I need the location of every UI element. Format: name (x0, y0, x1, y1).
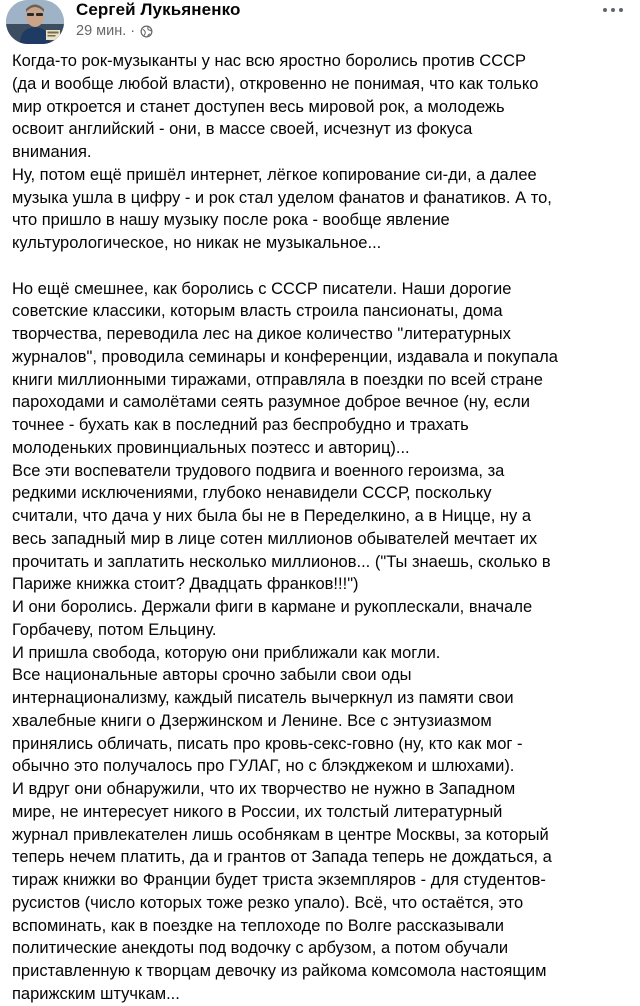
post-meta (76, 22, 153, 40)
paragraph-break (12, 255, 634, 278)
post-text-line: теперь нечем платить, да и грантов от Запада теперь не дождаться, а (12, 848, 552, 867)
post-text-line: точнее - бухать как в последний раз беспробудно и трахать (12, 416, 469, 434)
post-text-line: Париже книжка стоит? Двадцать франков!!!") (12, 575, 359, 594)
post-text-line: пароходами и самолётами сеять разумное доброе вечное (ну, если (12, 393, 530, 412)
post-text-line: русистов (число которых тоже резко упало). Всё, что остаётся, это (12, 893, 524, 912)
post-header (0, 0, 640, 46)
post-text-line: весь западный мир в лице сотен миллионов обывателей мечтает их (12, 529, 538, 548)
post-text-line: мире, не интересует никого в России, их толстый литературный (12, 802, 503, 821)
post-text-line: редкими исключениями, глубоко ненавидели СССР, поскольку (12, 484, 492, 503)
post-text-line: Все эти воспеватели трудового подвига и военного героизма, за (12, 461, 505, 480)
post-text-line: (да и вообще любой власти), откровенно не понимая, что как только (12, 74, 539, 93)
author-name[interactable]: Сергей Лукьяненко (76, 0, 241, 19)
author-avatar[interactable] (6, 0, 64, 44)
post-text-line: что пришло в нашу музыку после рока - вообще явление (12, 211, 450, 230)
post-text-line: Когда-то рок-музыканты у нас всю яростно боролись против СССР (12, 52, 527, 70)
post-text-line: молоденьких провинциальных поэтесс и авториц)... (12, 438, 410, 457)
post-text-line: прочитать и заплатить несколько миллионов... ("Ты знаешь, сколько в (12, 552, 551, 571)
post-text-line: культурологическое, но никак не музыкальное... (12, 234, 382, 252)
post-text (12, 50, 634, 1006)
post-timestamp[interactable]: 29 мин. (76, 23, 127, 39)
post-text-line: тираж книжки во Франции будет триста экземпляров - для студентов- (12, 871, 546, 889)
post-text-line: политические анекдоты под водочку с арбузом, а потом обучали (12, 939, 509, 958)
post-text-line: парижским штучкам... (12, 984, 180, 1003)
post-text-line: внимания. (12, 143, 92, 161)
post-text-line: обычно это получалось про ГУЛАГ, но с блэкджеком и шлюхами). (12, 757, 515, 776)
meta-separator: · (130, 23, 136, 39)
more-options-button[interactable] (598, 0, 628, 20)
post-text-line: книги миллионными тиражами, отправляла в поездки по всей стране (12, 370, 543, 389)
post-text-line: журналов", проводила семинары и конференции, издавала и покупала (12, 347, 558, 366)
post-text-line: освоит английский - они, в массе своей, исчезнут из фокуса (12, 120, 473, 139)
avatar-image (6, 0, 64, 44)
post-text-line: музыка ушла в цифру - и рок стал уделом фанатов и фанатиков. А то, (12, 188, 552, 207)
post-text-line: Горбачеву, потом Ельцину. (12, 620, 217, 639)
post-text-line: И вдруг они обнаружили, что их творчество не нужно в Западном (12, 780, 516, 798)
more-horizontal-icon (603, 8, 623, 12)
post-text-line: Все национальные авторы срочно забыли свои оды (12, 666, 412, 685)
post-text-line: хвалебные книги о Дзержинском и Ленине. Все с энтузиазмом (12, 711, 492, 730)
post-text-line: интернационализму, каждый писатель вычеркнул из памяти свои (12, 689, 514, 707)
post-text-line: журнал привлекателен лишь особнякам в центре Москвы, за который (12, 825, 549, 844)
globe-icon[interactable] (140, 25, 153, 38)
post-text-line: приставленную к творцам девочку из райкома комсомола настоящим (12, 962, 547, 980)
post-text-line: принялись обличать, писать про кровь-секс-говно (ну, кто как мог - (12, 734, 523, 753)
post-text-line: мир откроется и станет доступен весь мировой рок, а молодежь (12, 97, 505, 116)
post-text-line: Ну, потом ещё пришёл интернет, лёгкое копирование си-ди, а далее (12, 165, 537, 184)
post-text-line: советские классики, которым власть строила пансионаты, дома (12, 302, 503, 321)
post-text-line: творчества, переводила лес на дикое количество "литературных (12, 325, 511, 343)
post-text-line: И пришла свобода, которую они приближали как могли. (12, 643, 441, 662)
post-text-line: вспоминать, как в поездке на теплоходе по Волге рассказывали (12, 916, 505, 935)
post-text-line: считали, что дача у них была бы не в Переделкино, а в Ницце, ну а (12, 507, 532, 525)
post-text-line: И они боролись. Держали фиги в кармане и рукоплескали, вначале (12, 598, 533, 616)
post-text-line: Но ещё смешнее, как боролись с СССР писатели. Наши дорогие (12, 279, 512, 298)
